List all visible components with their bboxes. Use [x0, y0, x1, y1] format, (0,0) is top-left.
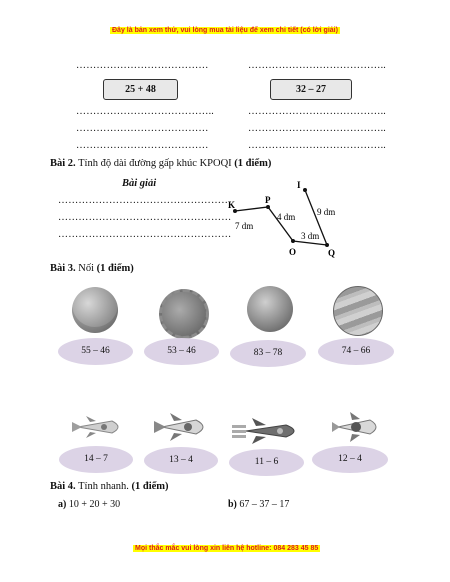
task-b-expression: 67 – 37 – 17 — [236, 499, 290, 510]
exercise-3-heading — [50, 263, 134, 274]
answer-line: ………………………………….. — [248, 106, 386, 117]
broken-line-figure — [220, 178, 350, 260]
answer-line: ………………………………….. — [248, 140, 386, 151]
answer-line: ………………………………….. — [76, 106, 214, 117]
label-q: Q — [328, 248, 336, 258]
rocket-image — [330, 410, 386, 444]
exercise-2-text: Tính độ dài đường gấp khúc KPOQI — [75, 158, 235, 169]
calc-box-left: 25 + 48 — [103, 79, 178, 100]
length-oq: 3 dm — [301, 231, 320, 241]
planet-answer-1[interactable]: 55 – 46 — [58, 338, 133, 365]
solution-line: …………………………………………… — [58, 195, 232, 206]
rocket-image — [70, 412, 130, 442]
rocket-image — [230, 414, 304, 448]
length-po: 4 dm — [277, 212, 296, 222]
rocket-image — [152, 410, 214, 444]
exercise-3-number: Bài 3. — [50, 263, 76, 274]
answer-line: ………………………………….. — [248, 123, 386, 134]
label-o: O — [289, 247, 297, 257]
label-k: K — [228, 200, 236, 210]
answer-line: ………………………………… — [76, 140, 209, 151]
exercise-4-heading — [50, 481, 169, 492]
exercise-4-points: (1 điểm) — [131, 481, 169, 492]
answer-line: ………………………………….. — [248, 60, 386, 71]
point-q — [325, 243, 329, 247]
exercise-2-heading — [50, 158, 271, 169]
rocket-answer-3[interactable]: 11 – 6 — [229, 449, 304, 476]
answer-line: ………………………………… — [76, 60, 209, 71]
planet-answer-3[interactable]: 83 – 78 — [230, 340, 306, 367]
hotline-banner: Mọi thắc mắc vui lòng xin liên hệ hotline: 084 283 45 85 — [135, 545, 319, 552]
task-b — [228, 499, 289, 510]
planet-image — [72, 287, 118, 333]
rocket-answer-2[interactable]: 13 – 4 — [144, 447, 218, 474]
sun-image — [159, 289, 209, 339]
length-qi: 9 dm — [317, 207, 336, 217]
planet-answer-2[interactable]: 53 – 46 — [144, 338, 219, 365]
point-p — [266, 205, 270, 209]
answer-line: ………………………………… — [76, 123, 209, 134]
task-a-expression: 10 + 20 + 30 — [66, 499, 121, 510]
exercise-3-text: Nối — [75, 263, 97, 274]
task-a — [58, 499, 120, 510]
calc-box-right: 32 – 27 — [270, 79, 352, 100]
exercise-4-text: Tính nhanh. — [75, 481, 132, 492]
label-i: I — [297, 180, 301, 190]
label-p: P — [265, 195, 271, 205]
planet-image — [333, 286, 383, 336]
exercise-3-points: (1 điểm) — [96, 263, 134, 274]
point-i — [303, 188, 307, 192]
solution-line: …………………………………………… — [58, 212, 232, 223]
planet-answer-4[interactable]: 74 – 66 — [318, 338, 394, 365]
rocket-answer-1[interactable]: 14 – 7 — [59, 446, 133, 473]
planet-image — [247, 286, 293, 332]
exercise-4-number: Bài 4. — [50, 481, 76, 492]
point-o — [291, 239, 295, 243]
exercise-2-points: (1 điểm) — [234, 158, 272, 169]
length-kp: 7 dm — [235, 221, 254, 231]
exercise-2-number: Bài 2. — [50, 158, 76, 169]
preview-banner: Đây là bản xem thử, vui lòng mua tài liệu để xem chi tiết (có lời giải) — [112, 27, 338, 34]
task-b-label: b) — [228, 499, 237, 510]
task-a-label: a) — [58, 499, 67, 510]
solution-label: Bài giải — [122, 178, 157, 189]
solution-line: …………………………………………… — [58, 229, 232, 240]
rocket-answer-4[interactable]: 12 – 4 — [312, 446, 388, 473]
